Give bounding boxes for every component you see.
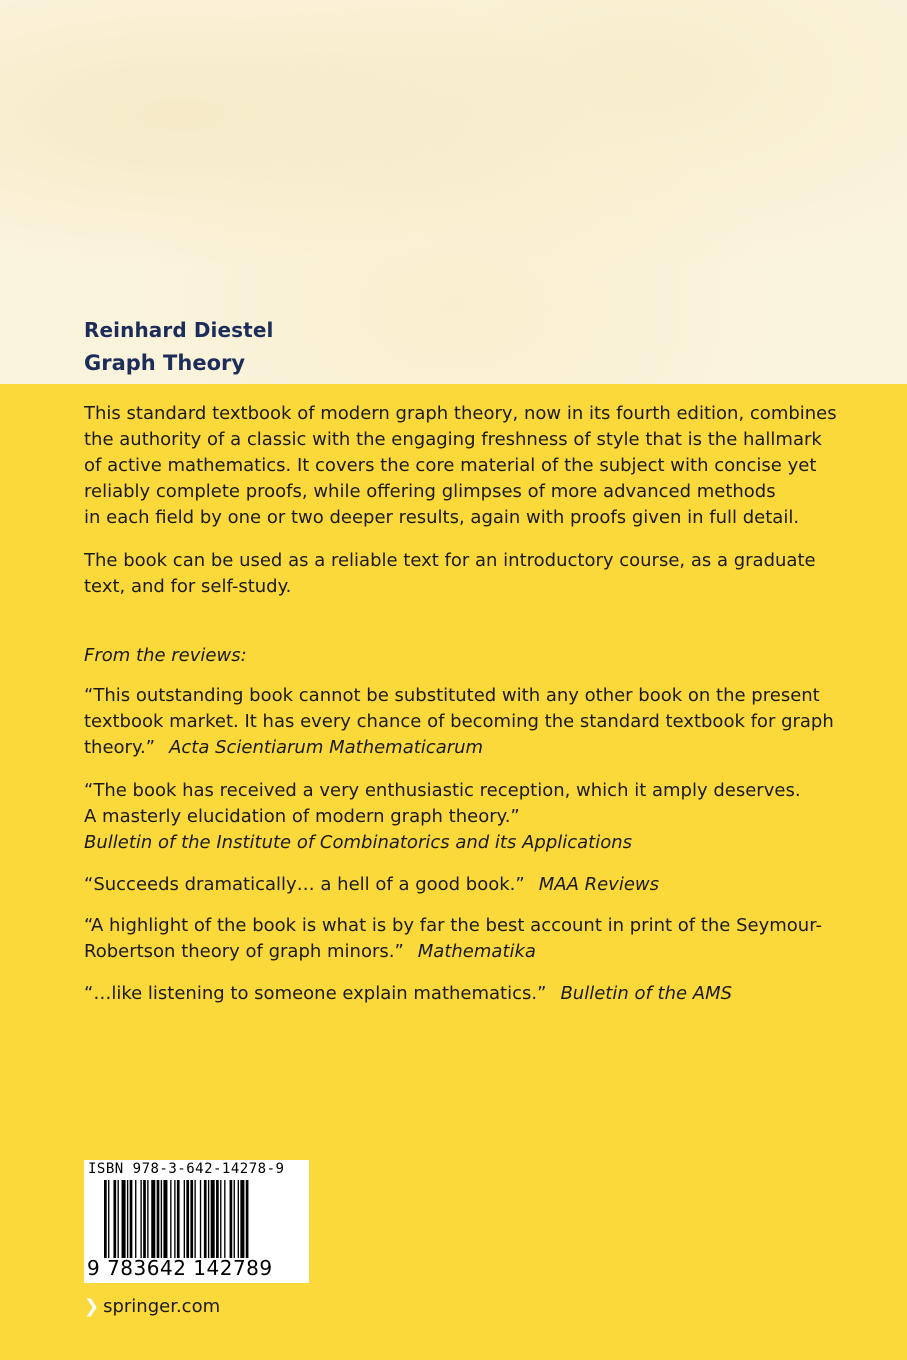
text-line: in each field by one or two deeper results, again with proofs given in full detail. — [84, 507, 800, 528]
author-name: Reinhard Diestel — [84, 318, 274, 342]
text-line: “This outstanding book cannot be substituted with any other book on the present — [84, 685, 820, 706]
isbn-barcode — [84, 1160, 309, 1283]
text-line: theory.” — [84, 737, 156, 758]
barcode-bar — [246, 1180, 249, 1258]
barcode-bar — [170, 1180, 171, 1258]
barcode-bar — [104, 1180, 107, 1258]
barcode-digits: 9 783642 142789 — [87, 1256, 273, 1280]
barcode-bar — [140, 1180, 141, 1258]
barcode-bar — [130, 1180, 133, 1258]
barcode-bar — [157, 1180, 160, 1258]
description-paragraph-2 — [84, 548, 824, 600]
barcode-bar — [174, 1180, 175, 1258]
text-line: “A highlight of the book is what is by far the best account in print of the Seymour- — [84, 915, 822, 936]
review-4 — [84, 913, 824, 965]
barcode-bar — [190, 1180, 193, 1258]
barcode-bar — [177, 1180, 180, 1258]
barcode-bar — [113, 1180, 116, 1258]
barcode-bar — [147, 1180, 148, 1258]
book-title: Graph Theory — [84, 351, 246, 375]
review-source: Acta Scientiarum Mathematicarum — [169, 737, 484, 758]
publisher-website[interactable] — [84, 1296, 220, 1317]
barcode-bar — [208, 1180, 209, 1258]
barcode-bar — [234, 1180, 235, 1258]
barcode-bar — [127, 1180, 128, 1258]
barcode-bar — [211, 1180, 215, 1258]
review-1 — [84, 683, 834, 761]
website-label: springer.com — [103, 1296, 221, 1317]
text-line: The book can be used as a reliable text for an introductory course, as a graduate — [84, 550, 816, 571]
barcode-bar — [230, 1180, 233, 1258]
barcode-bar — [151, 1180, 155, 1258]
barcode-bar — [118, 1180, 119, 1258]
barcode-bars — [104, 1180, 294, 1258]
review-source: Bulletin of the AMS — [560, 983, 733, 1004]
barcode-bar — [238, 1180, 239, 1258]
barcode-bar — [163, 1180, 167, 1258]
review-source: MAA Reviews — [538, 874, 660, 895]
barcode-bar — [122, 1180, 126, 1258]
text-line: A masterly elucidation of modern graph theory.” — [84, 806, 520, 827]
barcode-bar — [108, 1180, 109, 1258]
barcode-bar — [200, 1180, 201, 1258]
barcode-bar — [194, 1180, 195, 1258]
chevron-right-icon: ❯ — [84, 1296, 100, 1317]
barcode-bar — [143, 1180, 146, 1258]
text-line: of active mathematics. It covers the core material of the subject with concise yet — [84, 455, 817, 476]
barcode-bar — [186, 1180, 189, 1258]
review-source: Mathematika — [417, 941, 536, 962]
review-5 — [84, 981, 824, 1007]
review-source: Bulletin of the Institute of Combinatorics and its Applications — [84, 832, 633, 853]
barcode-bar — [161, 1180, 162, 1258]
review-3 — [84, 872, 824, 898]
text-line: text, and for self-study. — [84, 576, 292, 597]
text-line: “The book has received a very enthusiastic reception, which it amply deserves. — [84, 780, 801, 801]
review-quote: “Succeeds dramatically… a hell of a good book.” — [84, 874, 525, 895]
text-line: reliably complete proofs, while offering glimpses of more advanced methods — [84, 481, 776, 502]
barcode-bar — [216, 1180, 219, 1258]
barcode-bar — [184, 1180, 185, 1258]
barcode-bar — [220, 1180, 221, 1258]
review-2 — [84, 778, 824, 856]
text-line: textbook market. It has every chance of becoming the standard textbook for graph — [84, 711, 834, 732]
reviews-heading: From the reviews: — [84, 645, 247, 666]
barcode-bar — [240, 1180, 244, 1258]
review-quote: “…like listening to someone explain mathematics.” — [84, 983, 547, 1004]
text-line: This standard textbook of modern graph theory, now in its fourth edition, combines — [84, 403, 837, 424]
description-paragraph-1 — [84, 401, 837, 531]
text-line: the authority of a classic with the engaging freshness of style that is the hallmark — [84, 429, 822, 450]
barcode-bar — [224, 1180, 225, 1258]
text-line: Robertson theory of graph minors.” — [84, 941, 404, 962]
barcode-bar — [204, 1180, 207, 1258]
isbn-label: ISBN 978-3-642-14278-9 — [88, 1161, 285, 1177]
barcode-bar — [135, 1180, 136, 1258]
